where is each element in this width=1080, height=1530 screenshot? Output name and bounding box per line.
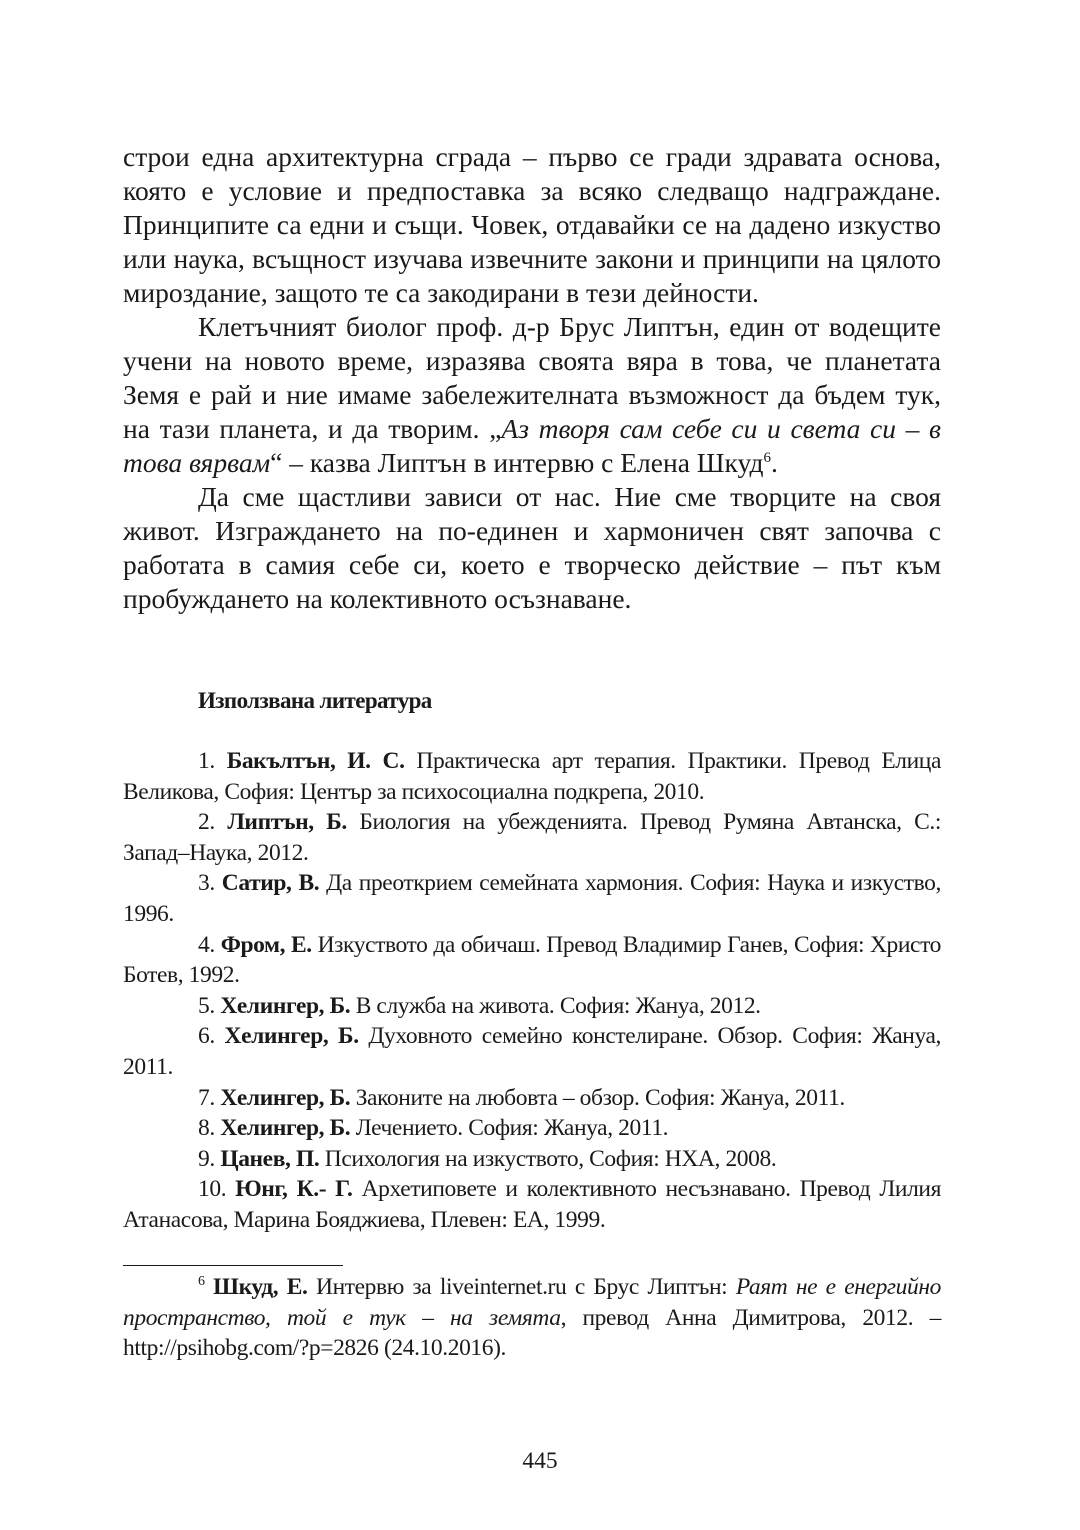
reference-author: Цанев, П. bbox=[220, 1145, 320, 1172]
footnote-author: Шкуд, Е. bbox=[213, 1274, 308, 1300]
reference-text: Изкуството да обичаш. Превод Владимир Ганев, София: Христо Ботев, 1992. bbox=[123, 931, 941, 989]
reference-author: Хелингер, Б. bbox=[224, 1023, 359, 1050]
paragraph-2 bbox=[123, 310, 941, 480]
reference-author: Хелингер, Б. bbox=[220, 1084, 351, 1111]
page-number: 445 bbox=[522, 1448, 558, 1474]
reference-item: 3. Сатир, В. Да преоткрием семейната хармония. София: Наука и изкуство, 1996. bbox=[123, 870, 942, 927]
reference-author: Липтън, Б. bbox=[227, 809, 347, 836]
reference-item: 10. Юнг, К.- Г. Архетиповете и колективното несъзнавано. Превод Лилия Атанасова, Марина Бояджиева, Плевен: ЕА, 1999. bbox=[123, 1176, 941, 1233]
reference-text: Практическа арт терапия. Практики. Превод Елица Великова, София: Център за психосоциална подкрепа, 2010. bbox=[123, 748, 942, 805]
reference-text: В служба на живота. София: Жануа, 2012. bbox=[355, 992, 761, 1019]
reference-text: Биология на убежденията. Превод Румяна Автанска, С.: Запад–Наука, 2012. bbox=[123, 809, 941, 866]
reference-author: Бакълтън, И. С. bbox=[226, 748, 405, 774]
references-list bbox=[123, 746, 941, 1236]
footnote-mark: 6 bbox=[198, 1274, 205, 1290]
paragraph-3: Да сме щастливи зависи от нас. Ние сме творците на своя живот. Изграждането на по-единен и хармоничен свят започва с работата в самия себе си, което е творческо действие – път към пробуждането на колективното осъзнаване. bbox=[123, 481, 941, 614]
reference-item: 4. Фром, Е. Изкуството да обичаш. Превод Владимир Ганев, София: Христо Ботев, 1992. bbox=[123, 931, 941, 989]
reference-item: 6. Хелингер, Б. Духовното семейно констелиране. Обзор. София: Жануа, 2011. bbox=[123, 1023, 942, 1080]
paragraph-2-tail: . bbox=[771, 447, 778, 478]
reference-text: Да преоткрием семейната хармония. София: Наука и изкуство, 1996. bbox=[123, 870, 942, 927]
footnote-divider bbox=[123, 1265, 343, 1266]
footnote-text-after: , превод Анна Димитрова, 2012. – http://psihobg.com/?p=2826 (24.10.2016). bbox=[123, 1304, 941, 1362]
reference-author: Фром, Е. bbox=[220, 931, 312, 958]
reference-text: Архетиповете и колективното несъзнавано. Превод Лилия Атанасова, Марина Бояджиева, Плевен: ЕА, 1999. bbox=[123, 1176, 941, 1233]
reference-author: Сатир, В. bbox=[221, 870, 320, 897]
paragraph-1: строи една архитектурна сграда – първо се гради здравата основа, която е условие и предпоставка за всяко следващо надграждане. Принципите са едни и същи. Човек, отдавайки се на дадено изкуство или наука, всъщност изучава извечните закони и принципи на цялото мироздание, защото те са закодирани в тези дейности. bbox=[123, 141, 941, 308]
reference-item: 5. Хелингер, Б. В служба на живота. София: Жануа, 2012. bbox=[198, 992, 761, 1019]
reference-item: 9. Цанев, П. Психология на изкуството, София: НХА, 2008. bbox=[198, 1145, 777, 1172]
reference-item: 7. Хелингер, Б. Законите на любовта – обзор. София: Жануа, 2011. bbox=[198, 1084, 845, 1111]
reference-item: 1. Бакълтън, И. С. Практическа арт терапия. Практики. Превод Елица Великова, София: Център за психосоциална подкрепа, 2010. bbox=[123, 748, 942, 805]
footnote-ref: 6 bbox=[763, 449, 771, 466]
reference-text: Духовното семейно констелиране. Обзор. София: Жануа, 2011. bbox=[123, 1023, 942, 1080]
reference-item: 8. Хелингер, Б. Лечението. София: Жануа, 2011. bbox=[198, 1115, 669, 1142]
footnote-italic: Раят не е енергийно пространство, той е тук – на земята bbox=[123, 1274, 941, 1331]
reference-text: Законите на любовта – обзор. София: Жануа, 2011. bbox=[355, 1084, 845, 1111]
reference-author: Хелингер, Б. bbox=[220, 1115, 351, 1142]
footnote bbox=[123, 1272, 941, 1364]
references-heading: Използвана литература bbox=[198, 688, 432, 713]
reference-author: Хелингер, Б. bbox=[220, 992, 351, 1019]
reference-text: Психология на изкуството, София: НХА, 2008. bbox=[324, 1145, 777, 1172]
reference-text: Лечението. София: Жануа, 2011. bbox=[355, 1115, 669, 1142]
footnote-text-before: Интервю за liveinternet.ru с Брус Липтън: bbox=[316, 1274, 728, 1300]
quote-italic: Аз творя сам себе си и света си – в това вярвам bbox=[123, 413, 941, 478]
reference-author: Юнг, К.- Г. bbox=[235, 1176, 353, 1203]
paragraph-2-start: Клетъчният биолог проф. д-р Брус Липтън, един от водещите учени на новото време, изразява своята вяра в това, че планетата Земя е рай и ние имаме забележителната възможност да бъдем тук, на тази планета, и да творим. „ bbox=[123, 311, 941, 444]
main-text bbox=[123, 140, 941, 616]
paragraph-2-end: “ – казва Липтън в интервю с Елена Шкуд bbox=[270, 447, 764, 478]
reference-item: 2. Липтън, Б. Биология на убежденията. Превод Румяна Автанска, С.: Запад–Наука, 2012. bbox=[123, 809, 941, 866]
